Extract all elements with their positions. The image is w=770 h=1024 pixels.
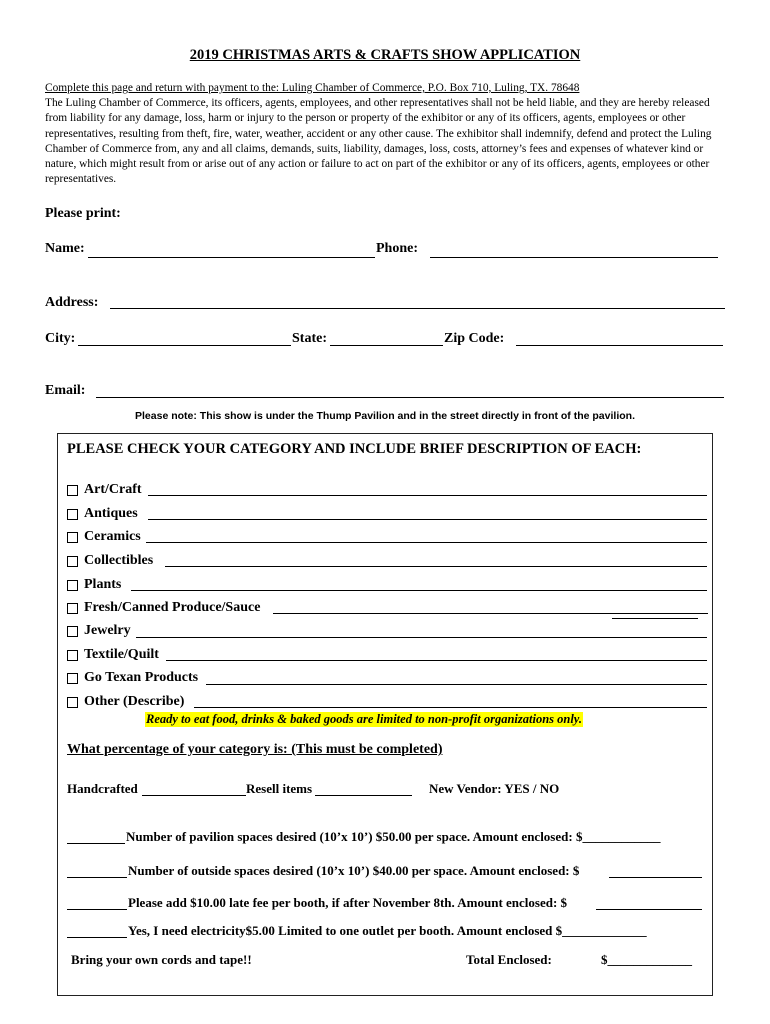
zip-label: Zip Code: [444, 331, 505, 346]
intro-text [45, 81, 725, 187]
email-label: Email: [45, 383, 86, 398]
art-craft-description-field[interactable] [148, 495, 707, 496]
category-heading: PLEASE CHECK YOUR CATEGORY AND INCLUDE BRIEF DESCRIPTION OF EACH: [67, 441, 642, 457]
category-label: Art/Craft [84, 482, 142, 497]
category-label: Textile/Quilt [84, 647, 159, 662]
checkbox-icon[interactable] [67, 697, 78, 708]
outside-spaces-field[interactable] [67, 877, 127, 878]
late-fee-text: Please add $10.00 late fee per booth, if after November 8th. Amount enclosed: $ [128, 895, 568, 910]
pavilion-spaces-text: Number of pavilion spaces desired (10’x 10’) $50.00 per space. Amount enclosed: $____________ [126, 829, 661, 844]
checkbox-icon[interactable] [67, 580, 78, 591]
checkbox-icon[interactable] [67, 626, 78, 637]
return-instructions: Complete this page and return with payment to the: Luling Chamber of Commerce, P.O. Box 710, Luling, TX. 78648 [45, 82, 580, 94]
zip-field[interactable] [516, 345, 723, 346]
phone-label: Phone: [376, 241, 418, 256]
late-fee-field[interactable] [67, 909, 127, 910]
state-label: State: [292, 331, 327, 346]
handcrafted-label: Handcrafted [67, 781, 138, 796]
other-description-field[interactable] [194, 707, 707, 708]
new-vendor-label: New Vendor: YES / NO [429, 781, 560, 796]
city-label: City: [45, 331, 76, 346]
cords-note: Bring your own cords and tape!! [71, 952, 252, 967]
textile-description-field[interactable] [166, 660, 707, 661]
page-title: 2019 CHRISTMAS ARTS & CRAFTS SHOW APPLICATION [189, 47, 581, 63]
category-label: Plants [84, 577, 122, 592]
go-texan-description-field[interactable] [206, 684, 707, 685]
checkbox-icon[interactable] [67, 532, 78, 543]
phone-field[interactable] [430, 257, 718, 258]
total-label: Total Enclosed: [466, 952, 552, 967]
outside-spaces-text: Number of outside spaces desired (10’x 10’) $40.00 per space. Amount enclosed: $ [128, 863, 580, 878]
pavilion-spaces-field[interactable] [67, 843, 125, 844]
total-field[interactable]: $_____________ [601, 952, 692, 967]
name-field[interactable] [88, 257, 375, 258]
name-label: Name: [45, 241, 85, 256]
jewelry-description-field[interactable] [136, 637, 707, 638]
email-field[interactable] [96, 397, 724, 398]
address-field[interactable] [110, 308, 725, 309]
produce-description-field[interactable] [273, 613, 708, 614]
checkbox-icon[interactable] [67, 485, 78, 496]
handcrafted-field[interactable] [142, 795, 246, 796]
address-label: Address: [45, 295, 99, 310]
produce-extra-line[interactable] [612, 618, 698, 619]
antiques-description-field[interactable] [148, 519, 707, 520]
collectibles-description-field[interactable] [165, 566, 707, 567]
food-notice: Ready to eat food, drinks & baked goods are limited to non-profit organizations only. [146, 712, 583, 726]
state-field[interactable] [330, 345, 443, 346]
checkbox-icon[interactable] [67, 673, 78, 684]
checkbox-icon[interactable] [67, 556, 78, 567]
outside-amount-field[interactable] [609, 877, 702, 878]
plants-description-field[interactable] [131, 590, 707, 591]
checkbox-icon[interactable] [67, 509, 78, 520]
ceramics-description-field[interactable] [146, 542, 707, 543]
city-field[interactable] [78, 345, 291, 346]
liability-waiver: The Luling Chamber of Commerce, its officers, agents, employees, and other representatives shall not be held liable, and they are hereby released from liability for any damage, loss, harm or injury to the person or property of the exhibitor or any of its officers, agents, employees or other representatives, resulting from theft, fire, water, weather, accident or any other cause. The exhibitor shall indemnify, defend and protect the Luling Chamber of Commerce from, any and all claims, demands, suits, liability, damages, loss, costs, attorney’s fees and expenses of whatever kind or nature, which might result from or arise out of any action or failure to act on part of the exhibitor or any of its officers, agents, employees or other representatives. [45, 97, 712, 186]
checkbox-icon[interactable] [67, 603, 78, 614]
resell-label: Resell items [246, 781, 313, 796]
category-label: Other (Describe) [84, 694, 185, 709]
pavilion-note: Please note: This show is under the Thump Pavilion and in the street directly in front of the pavilion. [135, 410, 635, 422]
percentage-heading: What percentage of your category is: (This must be completed) [67, 742, 443, 757]
category-label: Collectibles [84, 553, 154, 568]
resell-field[interactable] [315, 795, 412, 796]
category-label: Ceramics [84, 529, 141, 544]
checkbox-icon[interactable] [67, 650, 78, 661]
category-label: Jewelry [84, 623, 131, 638]
late-fee-amount-field[interactable] [596, 909, 702, 910]
electricity-text: Yes, I need electricity$5.00 Limited to one outlet per booth. Amount enclosed $_____________ [128, 923, 647, 938]
please-print-label: Please print: [45, 206, 121, 221]
category-label: Antiques [84, 506, 138, 521]
electricity-field[interactable] [67, 937, 127, 938]
category-label: Go Texan Products [84, 670, 199, 685]
category-label: Fresh/Canned Produce/Sauce [84, 600, 261, 615]
